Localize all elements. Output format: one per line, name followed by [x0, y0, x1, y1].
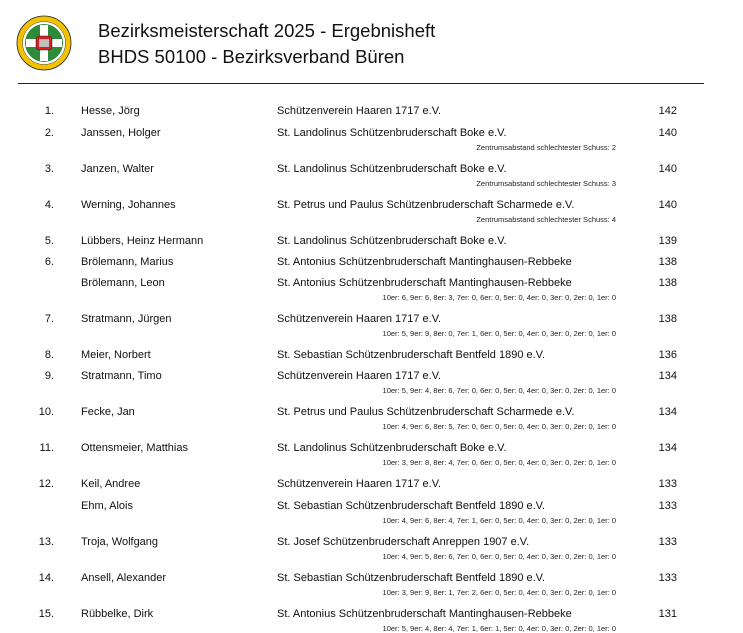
score-value: 140: [658, 163, 677, 175]
page-subtitle: BHDS 50100 - Bezirksverband Büren: [98, 46, 405, 67]
rank-cell: 7.: [44, 313, 54, 325]
result-detail: 10er: 5, 9er: 9, 8er: 0, 7er: 1, 6er: 0, 5er: 0, 4er: 0, 3er: 0, 2er: 0, 1er: 0: [382, 329, 616, 338]
rank-cell: 10.: [38, 406, 54, 418]
score-value: 133: [658, 500, 677, 512]
score-value: 136: [658, 349, 677, 361]
club-name: St. Sebastian Schützenbruderschaft Bentfeld 1890 e.V.: [277, 500, 546, 512]
shooter-name: Werning, Johannes: [81, 199, 176, 211]
score-value: 133: [658, 572, 677, 584]
score-value: 131: [658, 608, 677, 620]
club-name: St. Landolinus Schützenbruderschaft Boke e.V.: [277, 442, 507, 454]
shooter-name: Brölemann, Leon: [81, 277, 165, 289]
score-value: 140: [658, 127, 677, 139]
shooter-name: Keil, Andree: [81, 478, 141, 490]
rank-cell: 12.: [38, 478, 54, 490]
result-detail: Zentrumsabstand schlechtester Schuss: 4: [476, 215, 616, 224]
club-name: St. Antonius Schützenbruderschaft Mantinghausen-Rebbeke: [277, 256, 572, 268]
rank-cell: 11.: [39, 442, 54, 454]
shooter-name: Hesse, Jörg: [81, 105, 140, 117]
rank-cell: 5.: [44, 235, 54, 247]
result-detail: 10er: 5, 9er: 4, 8er: 6, 7er: 0, 6er: 0, 5er: 0, 4er: 0, 3er: 0, 2er: 0, 1er: 0: [382, 386, 616, 395]
score-value: 134: [658, 442, 677, 454]
club-name: St. Landolinus Schützenbruderschaft Boke e.V.: [277, 127, 507, 139]
rank-cell: 14.: [38, 572, 54, 584]
score-value: 139: [658, 235, 677, 247]
shooter-name: Lübbers, Heinz Hermann: [81, 235, 204, 247]
club-name: Schützenverein Haaren 1717 e.V.: [277, 370, 442, 382]
rank-cell: 13.: [38, 536, 54, 548]
rank-cell: 8.: [44, 349, 54, 361]
shooter-name: Janzen, Walter: [81, 163, 154, 175]
shooter-name: Troja, Wolfgang: [81, 536, 159, 548]
shooter-name: Fecke, Jan: [81, 406, 135, 418]
result-detail: 10er: 4, 9er: 5, 8er: 6, 7er: 0, 6er: 0, 5er: 0, 4er: 0, 3er: 0, 2er: 0, 1er: 0: [382, 552, 616, 561]
rank-cell: 6.: [44, 256, 54, 268]
score-value: 133: [658, 536, 677, 548]
club-name: St. Petrus und Paulus Schützenbruderschaft Scharmede e.V.: [277, 199, 575, 211]
score-value: 134: [658, 406, 677, 418]
result-detail: 10er: 5, 9er: 4, 8er: 4, 7er: 1, 6er: 1, 5er: 0, 4er: 0, 3er: 0, 2er: 0, 1er: 0: [382, 624, 616, 633]
shooter-name: Ottensmeier, Matthias: [81, 442, 188, 454]
page-title: Bezirksmeisterschaft 2025 - Ergebnisheft: [98, 20, 436, 41]
score-value: 138: [658, 277, 677, 289]
result-detail: 10er: 6, 9er: 6, 8er: 3, 7er: 0, 6er: 0, 5er: 0, 4er: 0, 3er: 0, 2er: 0, 1er: 0: [382, 293, 616, 302]
score-value: 134: [658, 370, 677, 382]
score-value: 138: [658, 313, 677, 325]
score-value: 138: [658, 256, 677, 268]
rank-cell: 9.: [44, 370, 54, 382]
shooter-name: Stratmann, Jürgen: [81, 313, 172, 325]
club-name: St. Sebastian Schützenbruderschaft Bentfeld 1890 e.V.: [277, 349, 546, 361]
result-detail: 10er: 3, 9er: 8, 8er: 4, 7er: 0, 6er: 0, 5er: 0, 4er: 0, 3er: 0, 2er: 0, 1er: 0: [382, 458, 616, 467]
club-name: St. Landolinus Schützenbruderschaft Boke e.V.: [277, 235, 507, 247]
club-name: St. Antonius Schützenbruderschaft Mantinghausen-Rebbeke: [277, 608, 572, 620]
shooter-name: Brölemann, Marius: [81, 256, 174, 268]
result-detail: 10er: 4, 9er: 6, 8er: 4, 7er: 1, 6er: 0, 5er: 0, 4er: 0, 3er: 0, 2er: 0, 1er: 0: [382, 516, 616, 525]
club-name: St. Josef Schützenbruderschaft Anreppen 1907 e.V.: [277, 536, 530, 548]
rank-cell: 15.: [38, 608, 54, 620]
club-name: St. Antonius Schützenbruderschaft Mantinghausen-Rebbeke: [277, 277, 572, 289]
shooter-name: Rübbelke, Dirk: [81, 608, 154, 620]
club-name: St. Landolinus Schützenbruderschaft Boke e.V.: [277, 163, 507, 175]
score-value: 140: [658, 199, 677, 211]
club-name: Schützenverein Haaren 1717 e.V.: [277, 105, 442, 117]
club-name: St. Petrus und Paulus Schützenbruderschaft Scharmede e.V.: [277, 406, 575, 418]
shooter-name: Meier, Norbert: [81, 349, 151, 361]
result-detail: 10er: 3, 9er: 9, 8er: 1, 7er: 2, 6er: 0, 5er: 0, 4er: 0, 3er: 0, 2er: 0, 1er: 0: [382, 588, 616, 597]
result-detail: Zentrumsabstand schlechtester Schuss: 3: [476, 179, 616, 188]
rank-cell: 4.: [44, 199, 54, 211]
shooter-name: Janssen, Holger: [81, 127, 161, 139]
club-name: Schützenverein Haaren 1717 e.V.: [277, 478, 442, 490]
rank-cell: 3.: [44, 163, 54, 175]
score-value: 142: [658, 105, 677, 117]
score-value: 133: [658, 478, 677, 490]
club-name: Schützenverein Haaren 1717 e.V.: [277, 313, 442, 325]
shooter-name: Ansell, Alexander: [81, 572, 166, 584]
rank-cell: 1.: [44, 105, 54, 117]
shooter-name: Ehm, Alois: [81, 500, 133, 512]
club-name: St. Sebastian Schützenbruderschaft Bentfeld 1890 e.V.: [277, 572, 546, 584]
result-detail: Zentrumsabstand schlechtester Schuss: 2: [476, 143, 616, 152]
result-detail: 10er: 4, 9er: 6, 8er: 5, 7er: 0, 6er: 0, 5er: 0, 4er: 0, 3er: 0, 2er: 0, 1er: 0: [382, 422, 616, 431]
shooter-name: Stratmann, Timo: [81, 370, 162, 382]
rank-cell: 2.: [44, 127, 54, 139]
